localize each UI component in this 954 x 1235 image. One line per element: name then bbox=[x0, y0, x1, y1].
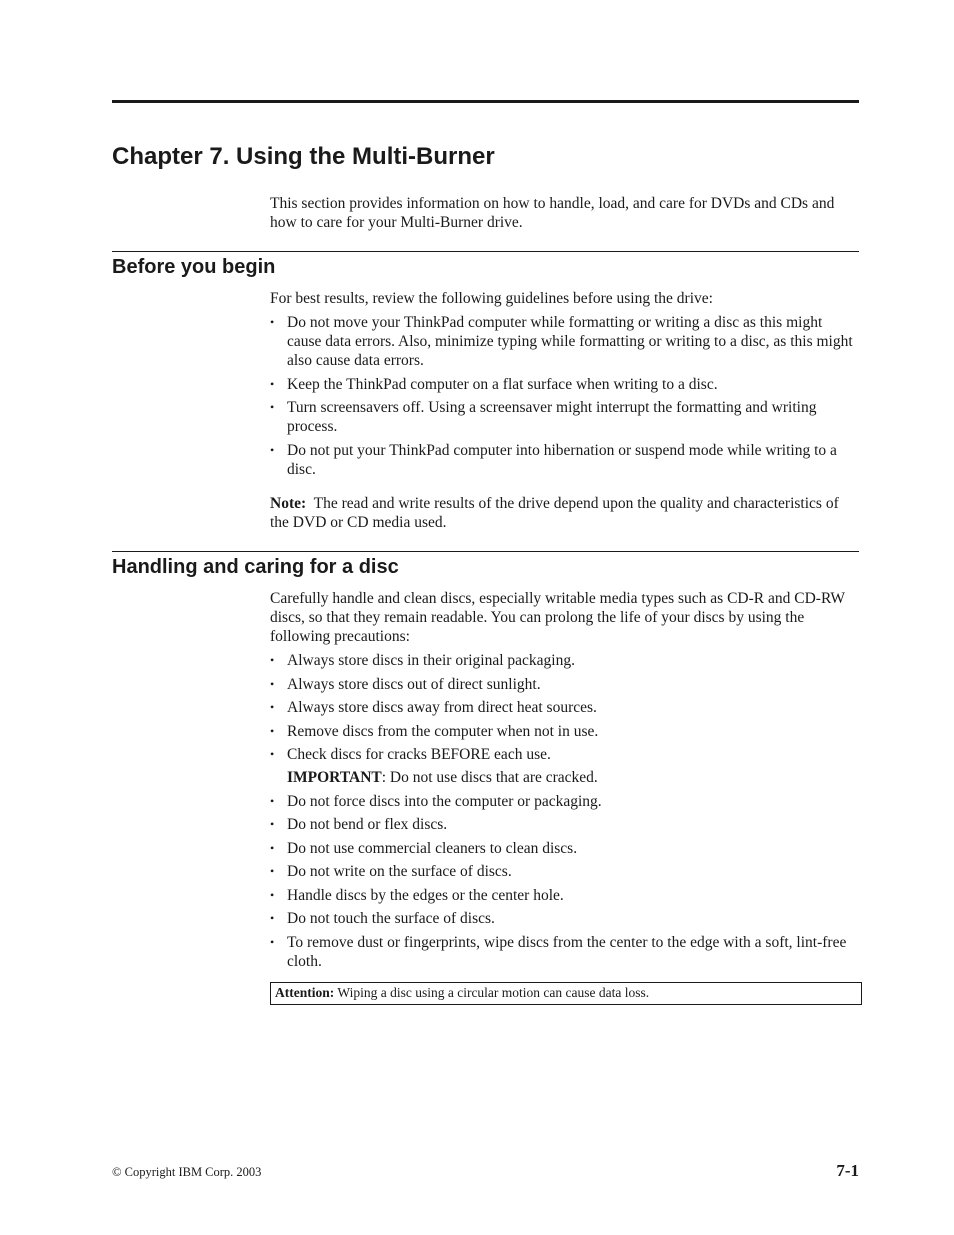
section-rule-before-you-begin bbox=[112, 251, 859, 252]
list-item-text: Do not bend or flex discs. bbox=[287, 816, 448, 833]
before-you-begin-lead: For best results, review the following guidelines before using the drive: bbox=[270, 290, 713, 307]
note-paragraph bbox=[270, 494, 860, 532]
list-item-text: Keep the ThinkPad computer on a flat surface when writing to a disc. bbox=[287, 375, 718, 393]
list-item bbox=[270, 792, 860, 811]
list-item-text: Check discs for cracks BEFORE each use. bbox=[287, 746, 551, 763]
chapter-intro: This section provides information on how to handle, load, and care for DVDs and CDs and how to care for your Multi-Burner drive. bbox=[270, 195, 835, 231]
list-item bbox=[270, 675, 860, 694]
list-item bbox=[270, 839, 860, 858]
important-note bbox=[287, 768, 860, 787]
attention-text: Wiping a disc using a circular motion can cause data loss. bbox=[337, 985, 650, 1000]
list-item bbox=[270, 698, 860, 717]
list-item bbox=[270, 815, 860, 834]
before-you-begin-list bbox=[270, 313, 860, 483]
list-item-text: Do not force discs into the computer or packaging. bbox=[287, 792, 602, 810]
handling-lead: Carefully handle and clean discs, especially writable media types such as CD-R and CD-RW discs, so that they remain readable. You can prolong the life of your discs by using the following precautions: bbox=[270, 590, 845, 645]
footer-copyright: © Copyright IBM Corp. 2003 bbox=[112, 1165, 262, 1179]
footer-page-number: 7-1 bbox=[836, 1161, 859, 1180]
list-item bbox=[270, 745, 860, 787]
list-item bbox=[270, 933, 860, 971]
list-item-text: Do not write on the surface of discs. bbox=[287, 863, 512, 880]
list-item-text: Always store discs in their original packaging. bbox=[287, 652, 575, 669]
list-item bbox=[270, 886, 860, 905]
note-label: Note: bbox=[270, 495, 307, 512]
list-item bbox=[270, 862, 860, 881]
list-item-text: Do not touch the surface of discs. bbox=[287, 910, 495, 927]
important-text: : Do not use discs that are cracked. bbox=[381, 769, 598, 786]
list-item bbox=[270, 375, 860, 394]
important-label: IMPORTANT bbox=[287, 769, 382, 786]
chapter-top-rule bbox=[112, 100, 859, 103]
list-item bbox=[270, 313, 860, 370]
section-title-before-you-begin: Before you begin bbox=[112, 256, 276, 278]
list-item-text: Do not move your ThinkPad computer while formatting or writing a disc as this might cause data errors. Also, minimize typing while formatting or writing to a disc, as this might also cause data errors. bbox=[287, 314, 853, 369]
list-item-text: Do not use commercial cleaners to clean discs. bbox=[287, 839, 578, 857]
attention-box bbox=[270, 982, 862, 1005]
list-item-text: Remove discs from the computer when not in use. bbox=[287, 722, 599, 740]
note-text: The read and write results of the drive depend upon the quality and characteristics of the DVD or CD media used. bbox=[270, 495, 839, 531]
list-item bbox=[270, 651, 860, 670]
list-item-text: Always store discs away from direct heat sources. bbox=[287, 699, 597, 716]
section-title-handling: Handling and caring for a disc bbox=[112, 556, 399, 578]
list-item-text: Do not put your ThinkPad computer into hibernation or suspend mode while writing to a disc. bbox=[287, 441, 837, 478]
chapter-title: Chapter 7. Using the Multi-Burner bbox=[112, 143, 495, 170]
list-item-text: Handle discs by the edges or the center hole. bbox=[287, 886, 564, 904]
handling-list bbox=[270, 651, 860, 975]
section-rule-handling bbox=[112, 551, 859, 552]
list-item-text: To remove dust or fingerprints, wipe discs from the center to the edge with a soft, lint-free cloth. bbox=[287, 933, 847, 970]
list-item-text: Turn screensavers off. Using a screensaver might interrupt the formatting and writing process. bbox=[287, 399, 817, 435]
list-item bbox=[270, 909, 860, 928]
list-item bbox=[270, 398, 860, 436]
list-item bbox=[270, 722, 860, 741]
attention-label: Attention: bbox=[275, 985, 335, 1000]
list-item bbox=[270, 441, 860, 479]
list-item-text: Always store discs out of direct sunlight. bbox=[287, 675, 541, 693]
